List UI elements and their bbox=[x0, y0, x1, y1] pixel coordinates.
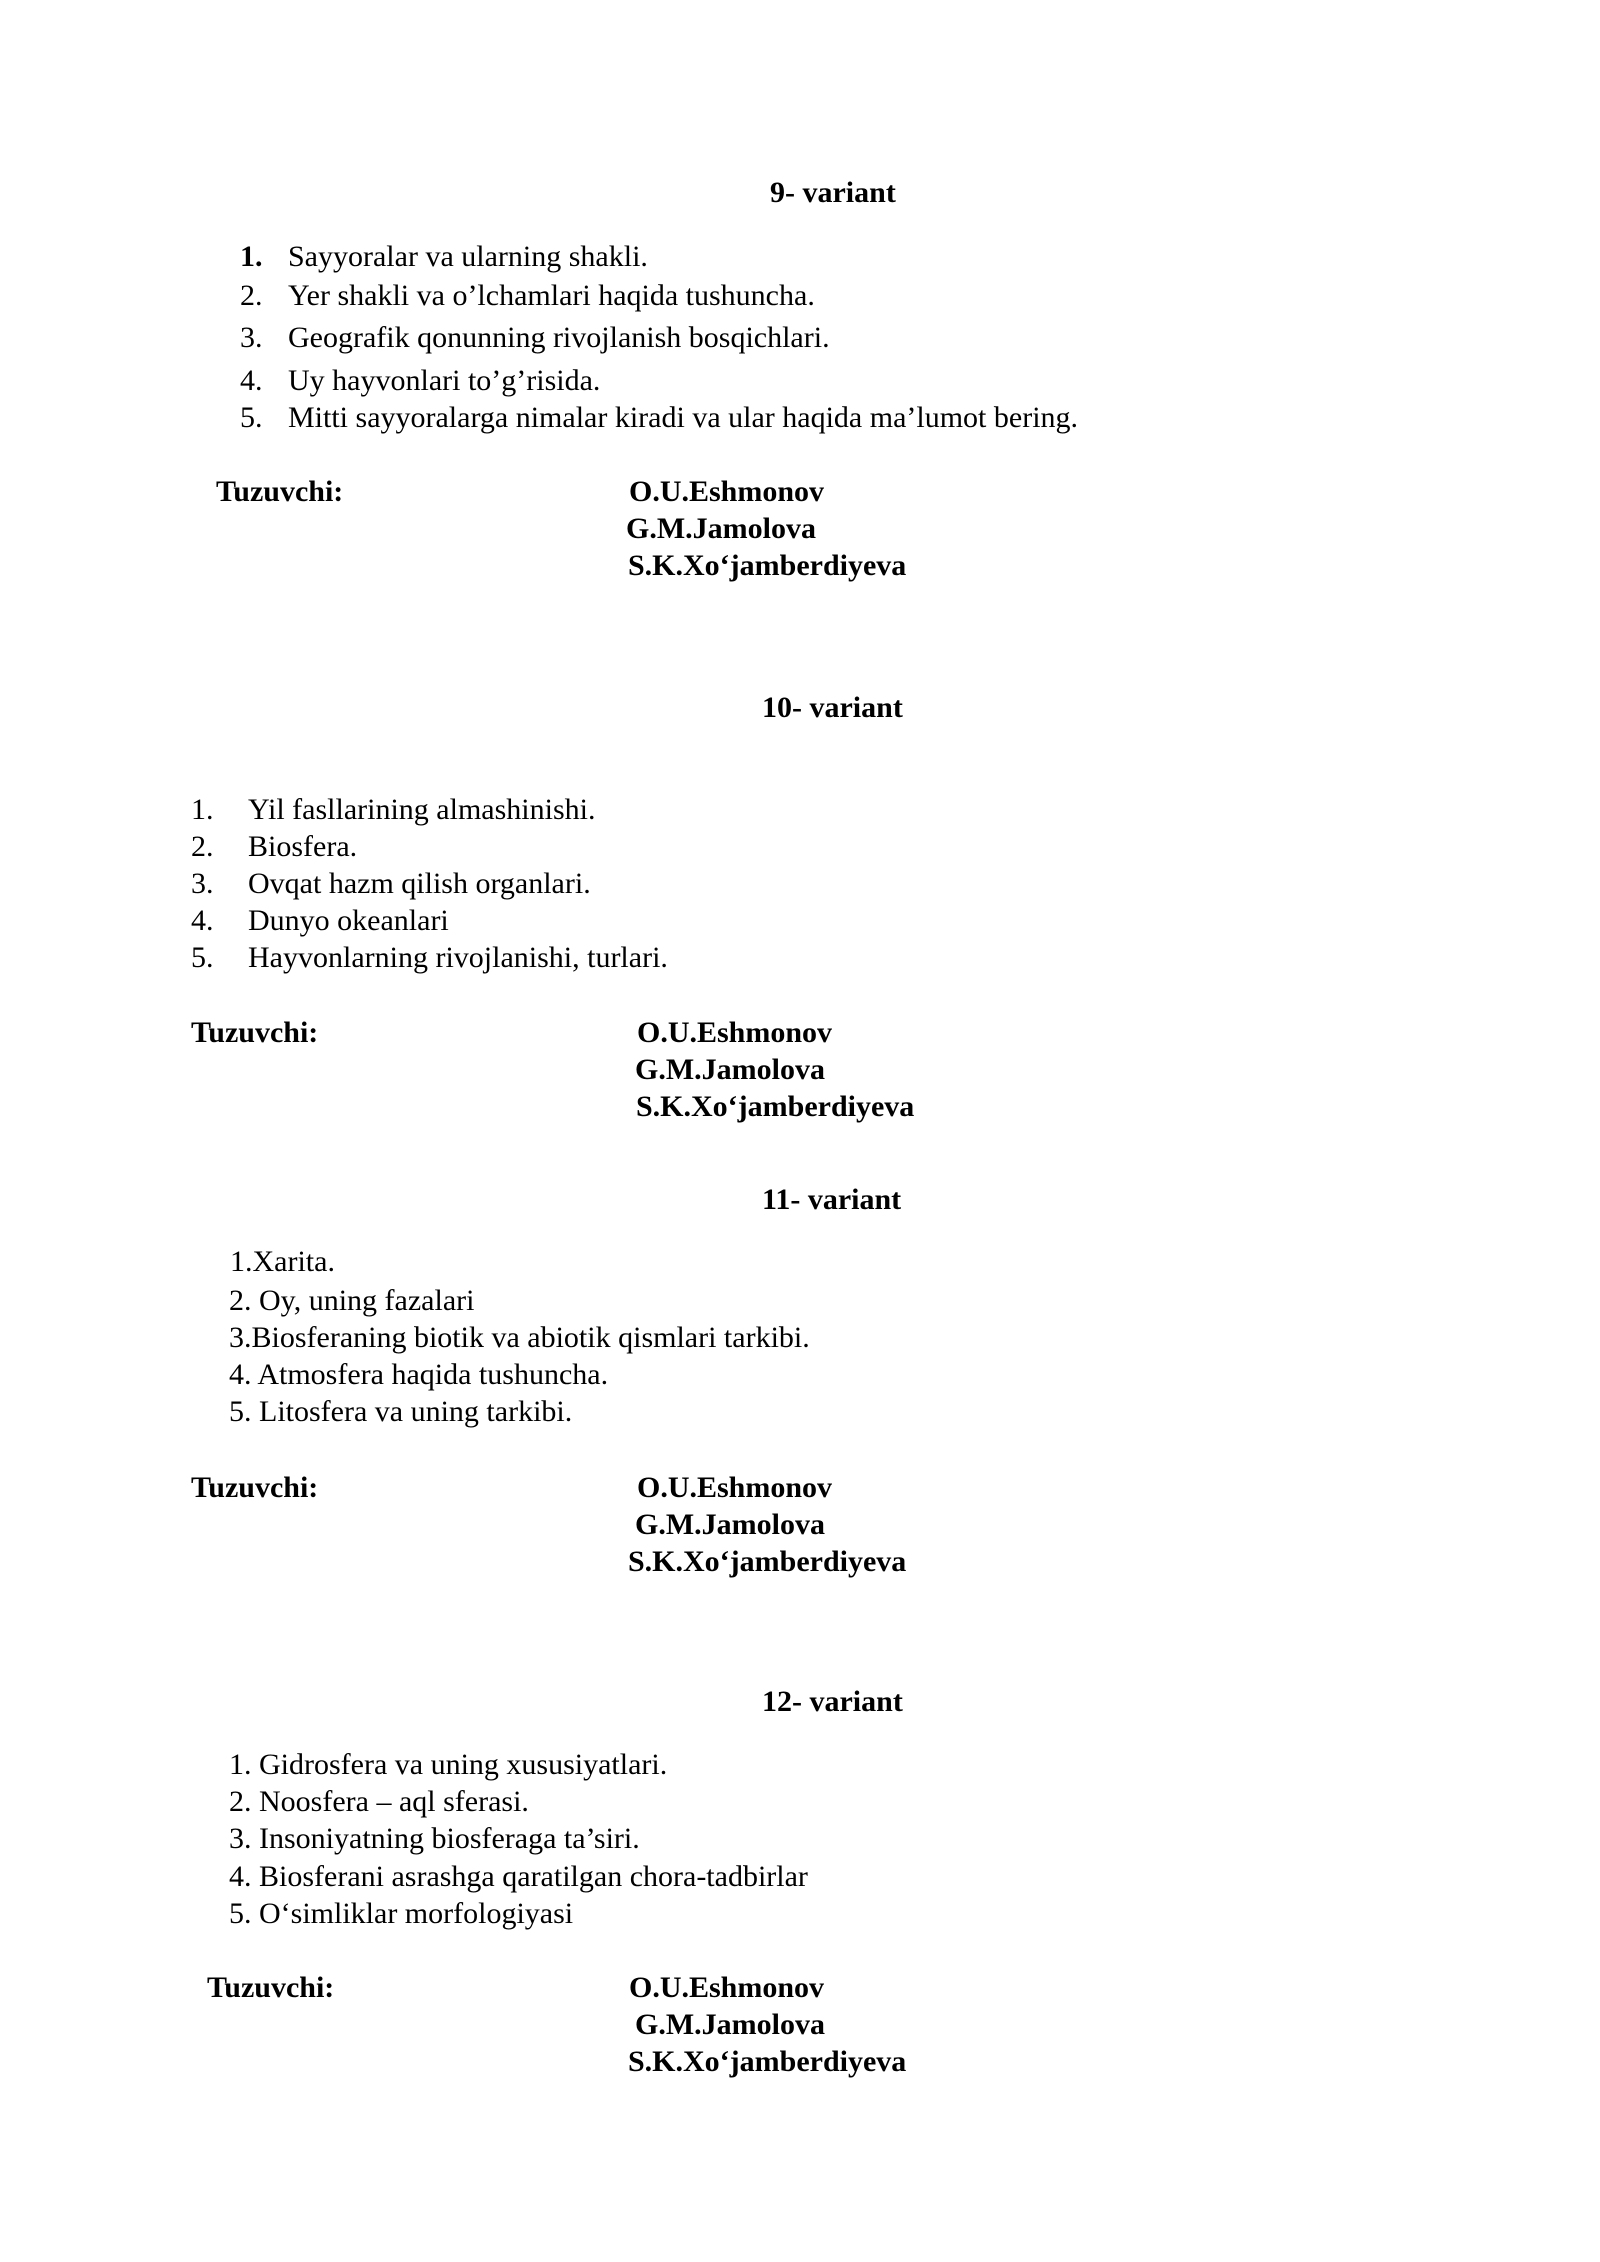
variant-10-item-3 bbox=[191, 867, 591, 901]
item-number: 5. bbox=[240, 401, 263, 434]
variant-11-item-4: 4. Atmosfera haqida tushuncha. bbox=[229, 1358, 609, 1391]
item-number: 1. bbox=[191, 793, 214, 826]
item-text: Ovqat hazm qilish organlari. bbox=[248, 867, 591, 900]
variant-10-item-2 bbox=[191, 830, 357, 864]
item-number: 4. bbox=[240, 364, 263, 397]
item-text: Mitti sayyoralarga nimalar kiradi va ular haqida ma’lumot bering. bbox=[288, 401, 1079, 434]
item-text: Yil fasllarining almashinishi. bbox=[248, 793, 596, 826]
variant-9-item-3 bbox=[240, 321, 830, 355]
variant-11-item-1: 1.Xarita. bbox=[230, 1245, 335, 1278]
variant-9-compiler-label: Tuzuvchi: bbox=[216, 475, 344, 508]
item-number: 2. bbox=[191, 830, 214, 863]
item-text: Dunyo okeanlari bbox=[248, 904, 449, 937]
variant-12-author-1: O.U.Eshmonov bbox=[629, 1971, 825, 2004]
variant-10-author-1: O.U.Eshmonov bbox=[637, 1016, 833, 1049]
variant-11-heading: 11- variant bbox=[762, 1183, 902, 1216]
variant-10-item-1 bbox=[191, 793, 595, 827]
variant-9-item-2 bbox=[240, 279, 815, 313]
variant-11-item-3: 3.Biosferaning biotik va abiotik qismlari tarkibi. bbox=[229, 1321, 810, 1354]
variant-9-author-2: G.M.Jamolova bbox=[626, 512, 816, 545]
variant-10-author-2: G.M.Jamolova bbox=[635, 1053, 825, 1086]
variant-10-item-5 bbox=[191, 941, 668, 975]
item-text: Geografik qonunning rivojlanish bosqichlari. bbox=[288, 321, 830, 354]
variant-12-author-3: S.K.Xo‘jamberdiyeva bbox=[628, 2045, 907, 2078]
variant-12-item-3: 3. Insoniyatning biosferaga ta’siri. bbox=[229, 1822, 640, 1855]
variant-10-heading: 10- variant bbox=[762, 691, 903, 724]
variant-12-compiler-label: Tuzuvchi: bbox=[207, 1971, 335, 2004]
variant-11-item-5: 5. Litosfera va uning tarkibi. bbox=[229, 1395, 573, 1428]
variant-12-item-2: 2. Noosfera – aql sferasi. bbox=[229, 1785, 529, 1818]
variant-10-item-4 bbox=[191, 904, 449, 938]
item-number: 3. bbox=[240, 321, 263, 354]
variant-12-heading: 12- variant bbox=[762, 1685, 903, 1718]
variant-9-item-1 bbox=[240, 240, 648, 274]
variant-10-compiler-label: Tuzuvchi: bbox=[191, 1016, 319, 1049]
item-number: 4. bbox=[191, 904, 214, 937]
variant-11-compiler-label: Tuzuvchi: bbox=[191, 1471, 319, 1504]
item-text: Biosfera. bbox=[248, 830, 358, 863]
variant-12-item-5: 5. O‘simliklar morfologiyasi bbox=[229, 1897, 574, 1930]
item-number: 1. bbox=[240, 240, 263, 273]
variant-11-item-2: 2. Oy, uning fazalari bbox=[229, 1284, 475, 1317]
variant-12-item-1: 1. Gidrosfera va uning xususiyatlari. bbox=[229, 1748, 668, 1781]
variant-12-item-4: 4. Biosferani asrashga qaratilgan chora-tadbirlar bbox=[229, 1860, 808, 1893]
item-number: 5. bbox=[191, 941, 214, 974]
variant-10-author-3: S.K.Xo‘jamberdiyeva bbox=[636, 1090, 915, 1123]
variant-11-author-2: G.M.Jamolova bbox=[635, 1508, 825, 1541]
item-number: 2. bbox=[240, 279, 263, 312]
item-text: Uy hayvonlari to’g’risida. bbox=[288, 364, 601, 397]
variant-11-author-3: S.K.Xo‘jamberdiyeva bbox=[628, 1545, 907, 1578]
variant-12-author-2: G.M.Jamolova bbox=[635, 2008, 825, 2041]
variant-9-heading: 9- variant bbox=[770, 176, 896, 209]
variant-9-author-1: O.U.Eshmonov bbox=[629, 475, 825, 508]
item-number: 3. bbox=[191, 867, 214, 900]
item-text: Sayyoralar va ularning shakli. bbox=[288, 240, 648, 273]
variant-11-author-1: O.U.Eshmonov bbox=[637, 1471, 833, 1504]
item-text: Yer shakli va o’lchamlari haqida tushuncha. bbox=[288, 279, 815, 312]
variant-9-item-5 bbox=[240, 401, 1078, 435]
variant-9-author-3: S.K.Xo‘jamberdiyeva bbox=[628, 549, 907, 582]
variant-9-item-4 bbox=[240, 364, 600, 398]
item-text: Hayvonlarning rivojlanishi, turlari. bbox=[248, 941, 668, 974]
